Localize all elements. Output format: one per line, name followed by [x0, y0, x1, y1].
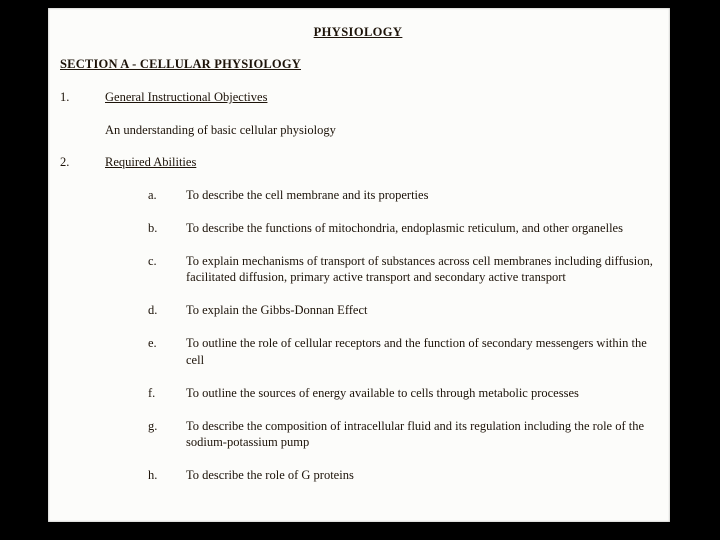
item-heading: Required Abilities: [105, 155, 197, 169]
sub-item-f: [148, 385, 656, 402]
sub-item-letter: g.: [148, 418, 158, 433]
item-body: An understanding of basic cellular physiology: [105, 122, 336, 137]
sub-item-letter: d.: [148, 303, 158, 317]
sub-item-c: [148, 253, 656, 286]
sub-item-e: [148, 335, 656, 368]
document-page: [48, 8, 670, 522]
sub-item-text: To explain the Gibbs-Donnan Effect: [186, 303, 368, 317]
document-content: [48, 8, 670, 484]
sub-item-g: [148, 418, 656, 451]
section-heading: SECTION A - CELLULAR PHYSIOLOGY: [60, 56, 301, 71]
sub-item-text: To outline the role of cellular receptors and the function of secondary messengers within the cell: [186, 336, 647, 367]
item-heading: General Instructional Objectives: [105, 90, 268, 104]
sub-item-letter: a.: [148, 187, 157, 202]
list-item-1: [60, 89, 656, 106]
sub-item-letter: c.: [148, 253, 157, 268]
sub-item-text: To describe the functions of mitochondria, endoplasmic reticulum, and other organelles: [186, 220, 623, 235]
sub-item-d: [148, 302, 656, 319]
sub-item-a: [148, 187, 656, 204]
sub-item-text: To describe the composition of intracellular fluid and its regulation including the role of the sodium-potassium pump: [186, 418, 645, 449]
sub-item-letter: b.: [148, 220, 158, 235]
document-title: PHYSIOLOGY: [313, 25, 403, 39]
sub-item-letter: f.: [148, 385, 156, 400]
sub-item-h: [148, 467, 656, 484]
sub-item-letter: e.: [148, 336, 157, 350]
sub-item-text: To describe the cell membrane and its properties: [186, 187, 429, 202]
sub-item-letter: h.: [148, 468, 158, 482]
sub-item-text: To outline the sources of energy available to cells through metabolic processes: [186, 385, 579, 400]
item-number: 1.: [60, 90, 70, 104]
sub-item-text: To explain mechanisms of transport of substances across cell membranes including diffusion, facilitated diffusion, primary active transport and secondary active transport: [186, 253, 653, 284]
sub-item-text: To describe the role of G proteins: [186, 468, 354, 482]
item-number: 2.: [60, 155, 70, 169]
list-item-2: [60, 154, 656, 171]
sub-item-b: [148, 220, 656, 237]
